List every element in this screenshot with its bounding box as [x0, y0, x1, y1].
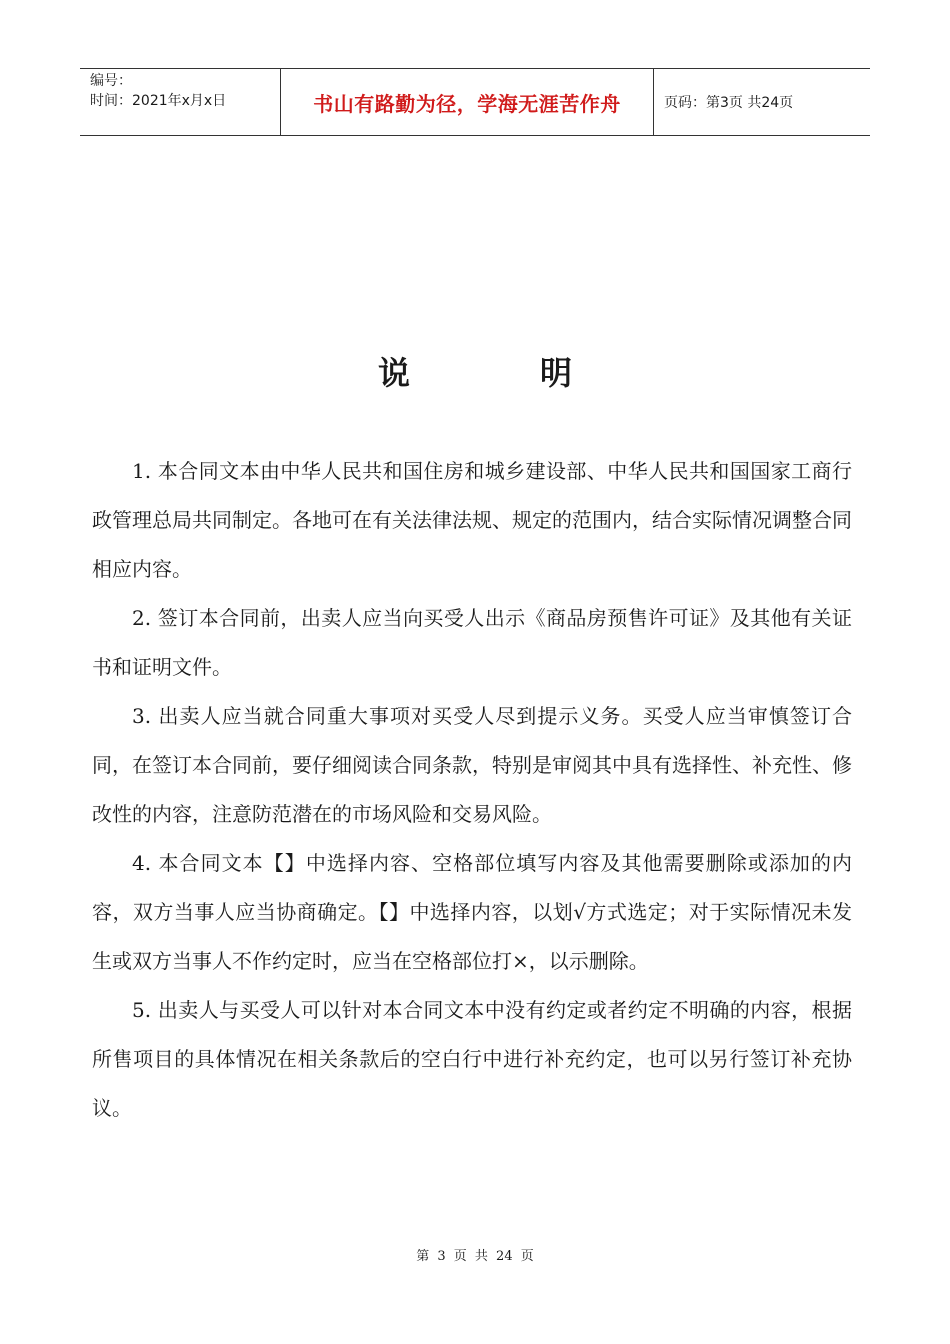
header-page-info: 页码：第3页 共24页 — [664, 95, 794, 111]
header-motto: 书山有路勤为径，学海无涯苦作舟 — [281, 69, 654, 135]
paragraph-5: 5. 出卖人与买受人可以针对本合同文本中没有约定或者约定不明确的内容，根据所售项目的具体情况在相关条款后的空白行中进行补充约定，也可以另行签订补充协议。 — [92, 998, 852, 1120]
document-title-part1: 说 — [377, 354, 410, 392]
paragraph-1: 1. 本合同文本由中华人民共和国住房和城乡建设部、中华人民共和国国家工商行政管理总局共同制定。各地可在有关法律法规、规定的范围内，结合实际情况调整合同相应内容。 — [92, 459, 852, 581]
document-time-label: 时间：2021年x月x日 — [90, 93, 227, 109]
paragraph-4: 4. 本合同文本【】中选择内容、空格部位填写内容及其他需要删除或添加的内容，双方当事人应当协商确定。【】中选择内容，以划√方式选定；对于实际情况未发生或双方当事人不作约定时，应当在空格部位打×，以示删除。 — [92, 851, 852, 973]
document-number-label: 编号： — [90, 73, 132, 89]
paragraph-3: 3. 出卖人应当就合同重大事项对买受人尽到提示义务。买受人应当审慎签订合同，在签订本合同前，要仔细阅读合同条款，特别是审阅其中具有选择性、补充性、修改性的内容，注意防范潜在的市场风险和交易风险。 — [92, 704, 852, 826]
document-title — [0, 348, 950, 394]
page-footer: 第 3 页 共 24 页 — [416, 1249, 534, 1264]
document-body — [92, 447, 852, 1133]
page-header — [80, 68, 870, 136]
header-meta-cell — [80, 69, 281, 135]
paragraph-2: 2. 签订本合同前，出卖人应当向买受人出示《商品房预售许可证》及其他有关证书和证明文件。 — [92, 606, 852, 679]
document-title-part2: 明 — [540, 354, 573, 392]
